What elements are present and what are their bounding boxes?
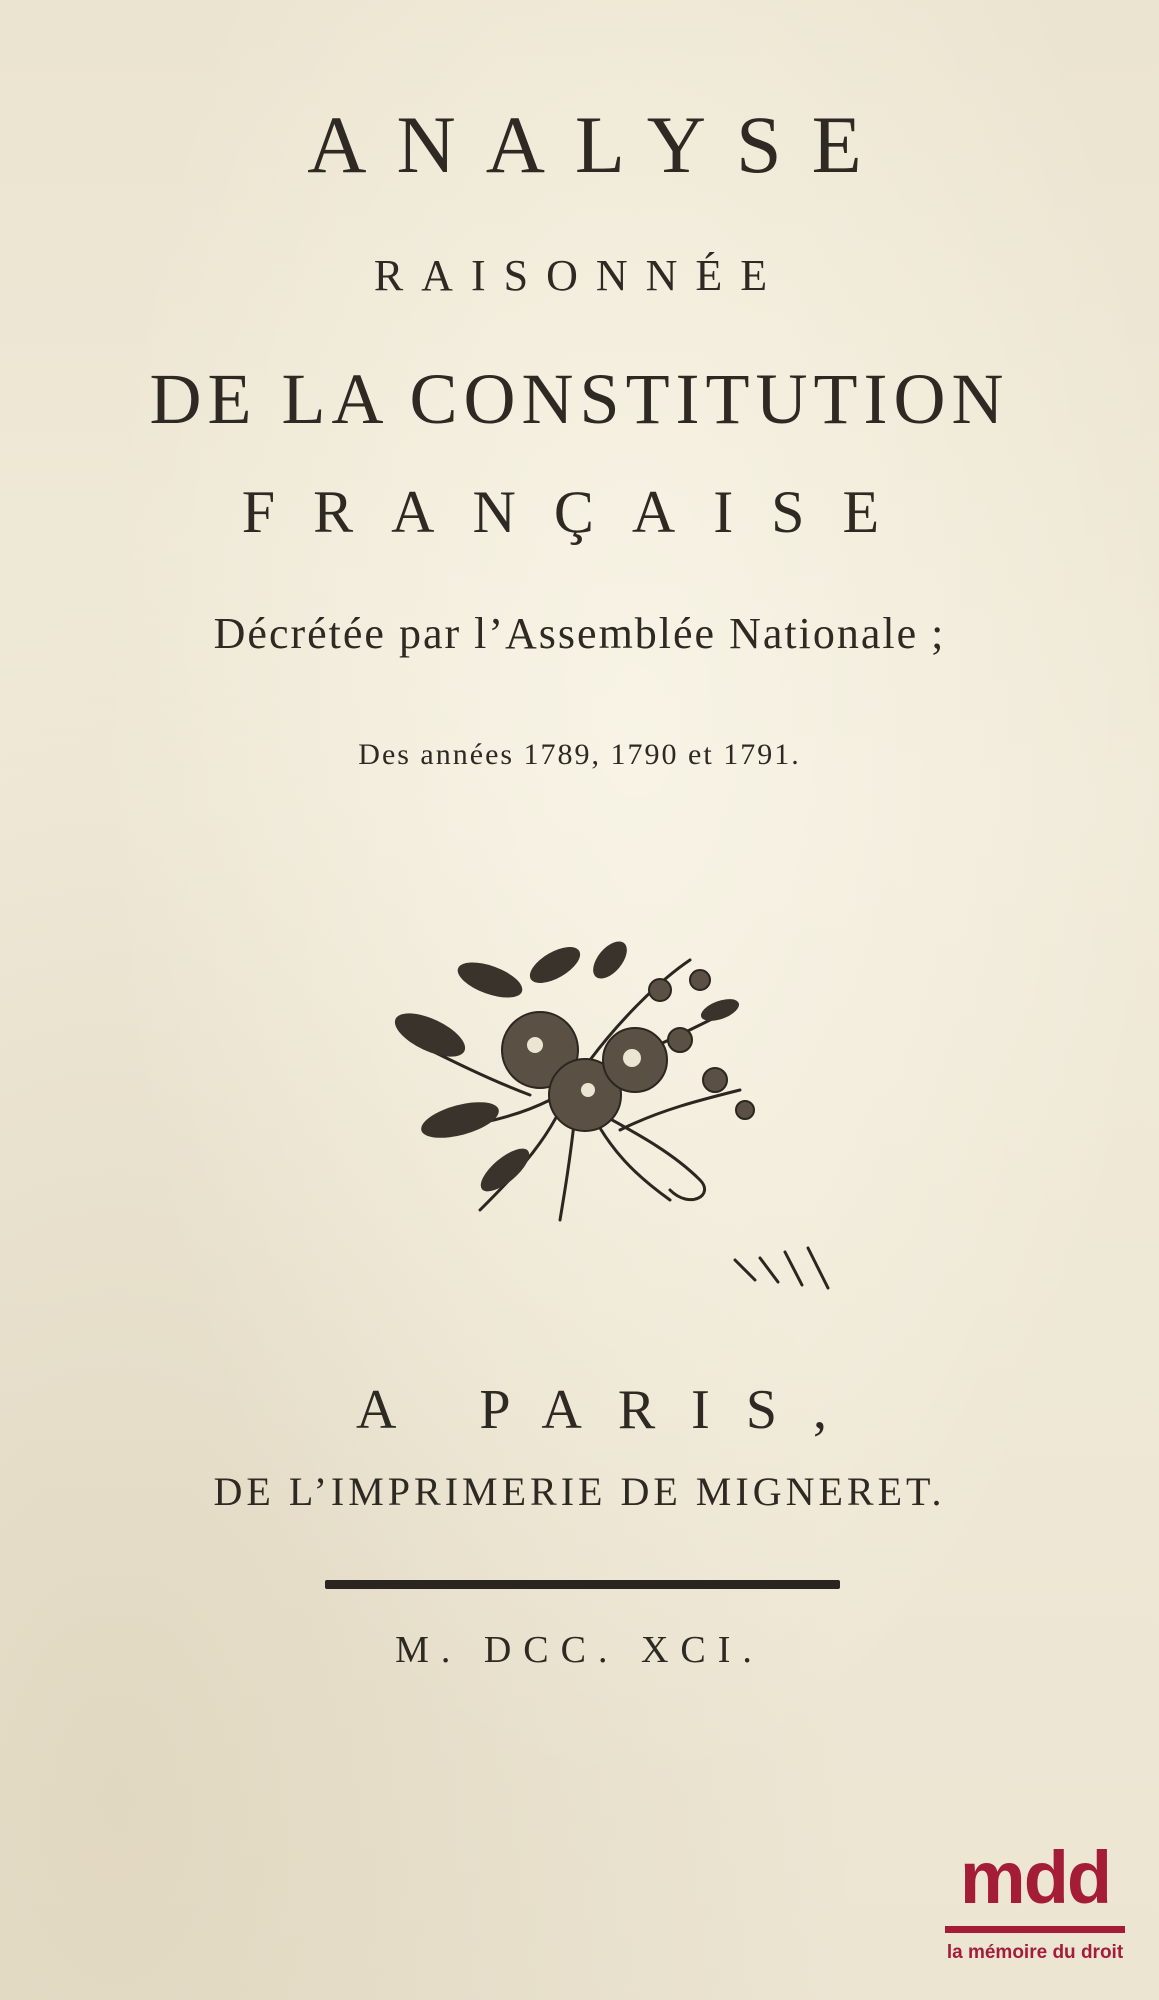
imprint-date: M. DCC. XCI.	[395, 1629, 764, 1671]
logo-tagline: la mémoire du droit	[946, 1942, 1124, 1963]
imprint-printer: DE L’IMPRIMERIE DE MIGNERET.	[213, 1469, 946, 1514]
mdd-logo	[935, 1838, 1135, 1978]
imprint-place: A PARIS,	[356, 1379, 863, 1441]
logo-letters: mdd	[959, 1836, 1111, 1919]
subtitle-years: Des années 1789, 1790 et 1791.	[358, 738, 801, 771]
title-line-analyse: ANALYSE	[307, 99, 892, 190]
floral-bouquet-icon	[370, 920, 810, 1240]
title-line-francaise: FRANÇAISE	[241, 479, 918, 545]
title-line-raisonnee: RAISONNÉE	[373, 251, 786, 300]
logo-bar	[945, 1926, 1125, 1933]
title-line-constitution: DE LA CONSTITUTION	[149, 359, 1010, 439]
subtitle-decretee: Décrétée par l’Assemblée Nationale ;	[213, 609, 946, 658]
horizontal-rule	[325, 1580, 840, 1589]
handwritten-marks	[730, 1240, 850, 1300]
